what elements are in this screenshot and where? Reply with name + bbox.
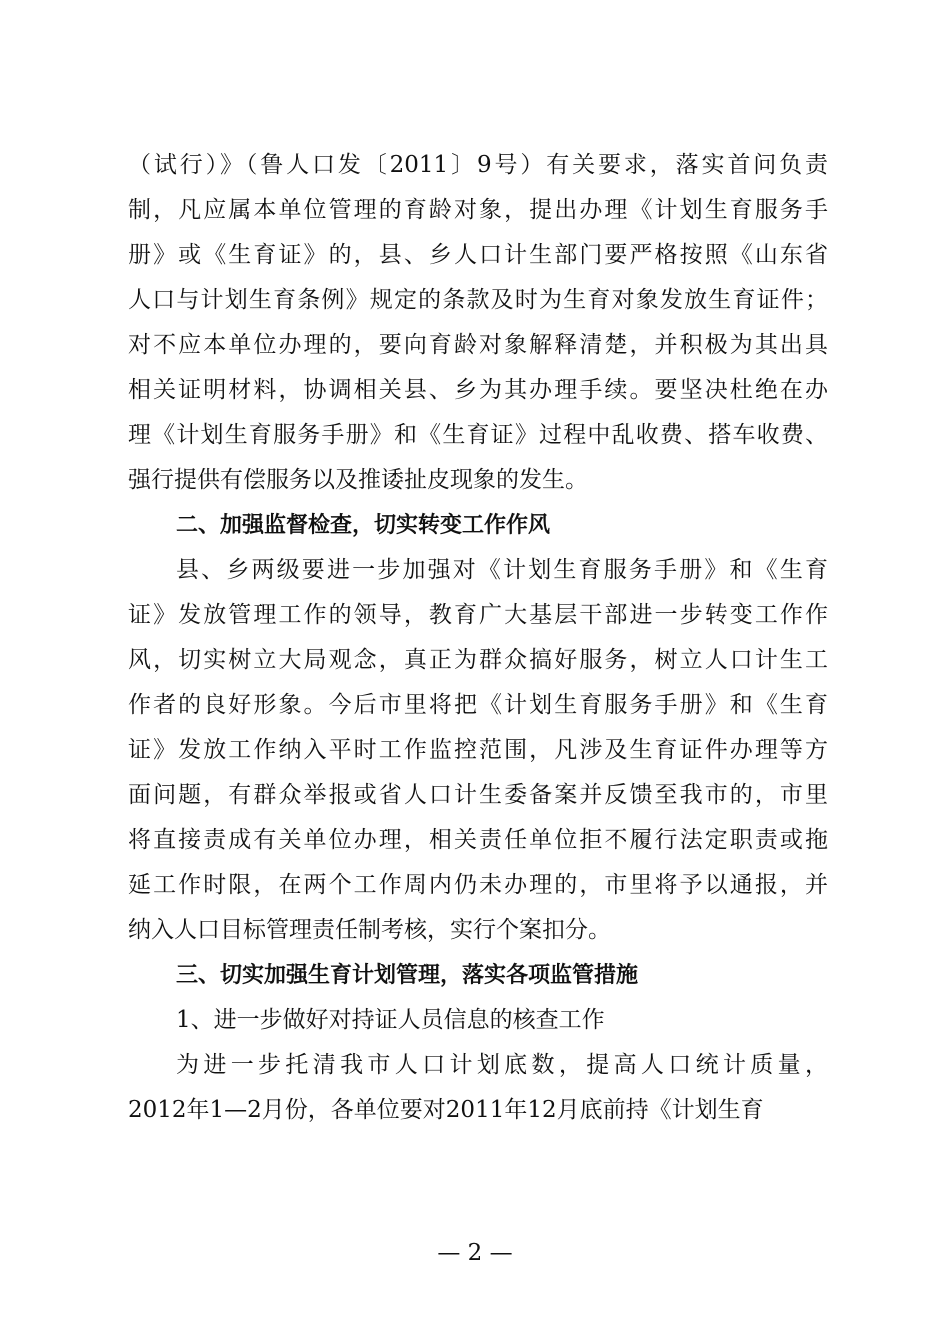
text-line: 制，凡应属本单位管理的育龄对象，提出办理《计划生育服务手 [128, 197, 828, 223]
document-page [128, 143, 828, 1133]
text-line: 将直接责成有关单位办理，相关责任单位拒不履行法定职责或拖 [128, 827, 828, 853]
text-line: 相关证明材料，协调相关县、乡为其办理手续。要坚决杜绝在办 [128, 377, 828, 403]
text-line: 风，切实树立大局观念，真正为群众搞好服务，树立人口计生工 [128, 647, 828, 673]
section-heading-2: 二、加强监督检查，切实转变工作作风 [176, 513, 551, 538]
page-number: — 2 — [437, 1240, 513, 1266]
text-line: 为进一步托清我市人口计划底数，提高人口统计质量， [176, 1052, 828, 1078]
text-line: 县、乡两级要进一步加强对《计划生育服务手册》和《生育 [176, 557, 828, 583]
paragraph-2 [128, 548, 828, 953]
paragraph-1 [128, 143, 828, 503]
text-line: 对不应本单位办理的，要向育龄对象解释清楚，并积极为其出具 [128, 332, 828, 358]
text-line: 纳入人口目标管理责任制考核，实行个案扣分。 [128, 917, 611, 943]
text-line: 册》或《生育证》的，县、乡人口计生部门要严格按照《山东省 [128, 242, 828, 268]
text-line: 面问题，有群众举报或省人口计生委备案并反馈至我市的，市里 [128, 782, 828, 808]
subsection-heading-1: 1、进一步做好对持证人员信息的核查工作 [176, 1007, 605, 1033]
text-line: 人口与计划生育条例》规定的条款及时为生育对象发放生育证件； [128, 287, 828, 313]
text-line: 强行提供有偿服务以及推诿扯皮现象的发生。 [128, 467, 588, 493]
text-line: 证》发放工作纳入平时工作监控范围，凡涉及生育证件办理等方 [128, 737, 828, 763]
text-line: 2012年1—2月份，各单位要对2011年12月底前持《计划生育 [128, 1097, 764, 1123]
text-line: 作者的良好形象。今后市里将把《计划生育服务手册》和《生育 [128, 692, 828, 718]
section-heading-3: 三、切实加强生育计划管理，落实各项监管措施 [176, 963, 639, 988]
text-line: （试行）》（鲁人口发〔2011〕9号）有关要求，落实首问负责 [128, 152, 828, 178]
text-line: 证》发放管理工作的领导，教育广大基层干部进一步转变工作作 [128, 602, 828, 628]
text-line: 延工作时限，在两个工作周内仍未办理的，市里将予以通报，并 [128, 872, 828, 898]
paragraph-3 [128, 1043, 828, 1133]
text-line: 理《计划生育服务手册》和《生育证》过程中乱收费、搭车收费、 [128, 422, 828, 448]
